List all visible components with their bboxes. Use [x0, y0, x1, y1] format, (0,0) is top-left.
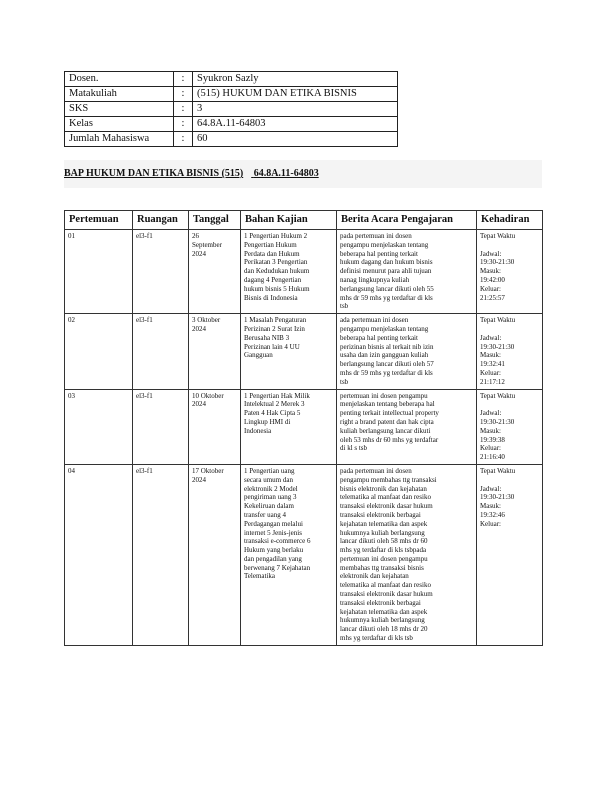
pertemuan-cell: 02: [65, 314, 133, 389]
info-separator: :: [174, 102, 193, 117]
bahan-kajian-cell-line: Paten 4 Hak Cipta 5: [244, 409, 301, 418]
berita-acara-cell-line: mhs yg terdaftar di kls tsb: [340, 634, 413, 643]
berita-acara-cell-line: beberapa hal penting terkait: [340, 249, 418, 258]
berita-acara-cell-line: pada pertemuan ini dosen: [340, 232, 412, 240]
berita-acara-cell-line: kejahatan telematika dan aspek: [340, 519, 428, 528]
table-row: [65, 389, 543, 464]
kehadiran-cell: [477, 230, 543, 314]
berita-acara-cell-line: berlangsung lancar dikuti oleh 55: [340, 284, 434, 293]
kehadiran-masuk: 19:42:00: [480, 275, 505, 284]
bahan-kajian-cell: [241, 389, 337, 464]
bahan-kajian-cell-line: transaksi e-commerce 6: [244, 537, 311, 546]
berita-acara-cell-line: transaksi elektronik dasar hukum: [340, 502, 433, 511]
berita-acara-cell-line: telematika al manfaat dan resiko: [340, 581, 431, 590]
berita-acara-cell-line: definisi menurut para ahli tujuan: [340, 267, 432, 276]
info-separator: :: [174, 87, 193, 102]
header-berita-acara: Berita Acara Pengajaran: [337, 211, 477, 230]
berita-acara-cell-line: hukum dagang dan hukum bisnis: [340, 258, 433, 267]
kehadiran-keluar-label: Keluar:: [480, 368, 501, 377]
ruangan-cell: el3-f1: [133, 464, 189, 645]
info-label: Jumlah Mahasiswa: [65, 132, 174, 147]
kehadiran-jadwal: 19:30-21:30: [480, 342, 515, 351]
berita-acara-cell-line: pengampu membahas ttg transaksi: [340, 475, 437, 484]
header-pertemuan: Pertemuan: [65, 211, 133, 230]
berita-acara-cell-line: lancar dikuti oleh 58 mhs dr 60: [340, 537, 428, 546]
table-row: [65, 230, 543, 314]
tanggal-cell: [189, 230, 241, 314]
berita-acara-cell-line: pada pertemuan ini dosen: [340, 466, 412, 475]
kehadiran-keluar-label: Keluar:: [480, 519, 501, 528]
berita-acara-cell-line: kuliah berlangsung lancar dikuti: [340, 426, 431, 435]
berita-acara-cell-line: pengampu menjelaskan tentang: [340, 240, 429, 249]
bahan-kajian-cell-line: Kekeliruan dalam: [244, 502, 294, 511]
berita-acara-cell-line: transaksi elektronik dasar hukum: [340, 590, 433, 599]
info-label: Dosen.: [65, 72, 174, 87]
berita-acara-cell-line: transaksi elektronik berbagai: [340, 598, 421, 607]
kehadiran-cell: [477, 464, 543, 645]
bahan-kajian-cell-line: transfer uang 4: [244, 510, 286, 519]
kehadiran-masuk-label: Masuk:: [480, 502, 501, 511]
bahan-kajian-cell-line: Gangguan: [244, 351, 273, 360]
tanggal-cell: [189, 464, 241, 645]
kehadiran-jadwal-label: Jadwal:: [480, 249, 502, 258]
kehadiran-masuk-label: Masuk:: [480, 267, 501, 276]
tanggal-cell-line: 2024: [192, 249, 206, 258]
kehadiran-masuk-label: Masuk:: [480, 351, 501, 360]
info-row: [65, 87, 398, 102]
info-separator: :: [174, 132, 193, 147]
berita-acara-cell: [337, 464, 477, 645]
info-row: [65, 117, 398, 132]
berita-acara-cell-line: tsb: [340, 377, 349, 386]
bahan-kajian-cell-line: Hukum yang berlaku: [244, 546, 304, 555]
berita-acara-cell-line: mhs dr 59 mhs yg terdaftar di kls: [340, 293, 433, 302]
kehadiran-keluar-label: Keluar:: [480, 284, 501, 293]
kehadiran-cell: [477, 389, 543, 464]
bahan-kajian-cell-line: Pengertian Hukum: [244, 240, 297, 249]
bahan-kajian-cell-line: Perizinan 2 Surat Izin: [244, 324, 305, 333]
document-title-class: 64.8A.11-64803: [253, 168, 319, 179]
kehadiran-status: Tepat Waktu: [480, 316, 516, 325]
berita-acara-cell-line: pertemuan ini dosen pengampu: [340, 554, 428, 563]
bahan-kajian-cell-line: Indonesia: [244, 426, 272, 435]
info-value: (515) HUKUM DAN ETIKA BISNIS: [193, 87, 398, 102]
kehadiran-keluar-label: Keluar:: [480, 444, 501, 453]
kehadiran-keluar: 21:16:40: [480, 453, 505, 462]
bahan-kajian-cell-line: internet 5 Jenis-jenis: [244, 528, 302, 537]
info-separator: :: [174, 72, 193, 87]
berita-acara-cell-line: hukumnya kuliah berlangsung: [340, 616, 425, 625]
info-label: Kelas: [65, 117, 174, 132]
bahan-kajian-cell-line: Perizinan lain 4 UU: [244, 342, 300, 351]
kehadiran-jadwal-label: Jadwal:: [480, 333, 502, 342]
tanggal-cell-line: 10 Oktober: [192, 391, 224, 400]
ruangan-cell: el3-f1: [133, 389, 189, 464]
kehadiran-masuk-label: Masuk:: [480, 426, 501, 435]
bahan-kajian-cell-line: Berusaha NIB 3: [244, 333, 290, 342]
bahan-kajian-cell-line: Bisnis di Indonesia: [244, 293, 298, 302]
berita-acara-cell-line: beberapa hal penting terkait: [340, 333, 418, 342]
bap-header-row: [65, 211, 543, 230]
berita-acara-cell-line: right a brand patent dan hak cipta: [340, 417, 434, 426]
bahan-kajian-cell-line: pengiriman uang 3: [244, 493, 297, 502]
berita-acara-cell-line: lancar dikuti oleh 18 mhs dr 20: [340, 625, 428, 634]
header-kehadiran: Kehadiran: [477, 211, 543, 230]
table-row: [65, 464, 543, 645]
bahan-kajian-cell-line: 1 Pengertian uang: [244, 466, 295, 475]
berita-acara-cell-line: hukumnya kuliah berlangsung: [340, 528, 425, 537]
bahan-kajian-cell-line: Perdagangan melalui: [244, 519, 303, 528]
kehadiran-jadwal: 19:30-21:30: [480, 417, 515, 426]
kehadiran-keluar: 21:17:12: [480, 377, 505, 386]
bahan-kajian-cell-line: dagang 4 Pengertian: [244, 275, 302, 284]
header-ruangan: Ruangan: [133, 211, 189, 230]
info-value: 60: [193, 132, 398, 147]
bahan-kajian-cell-line: berwenang 7 Kejahatan: [244, 563, 311, 572]
kehadiran-masuk: 19:32:41: [480, 360, 505, 369]
kehadiran-status: Tepat Waktu: [480, 466, 516, 475]
bahan-kajian-cell-line: elektronik 2 Model: [244, 484, 298, 493]
bahan-kajian-cell-line: Perdata dan Hukum: [244, 249, 300, 258]
kehadiran-cell: [477, 314, 543, 389]
info-value: 64.8A.11-64803: [193, 117, 398, 132]
tanggal-cell-line: 26: [192, 232, 199, 240]
kehadiran-status: Tepat Waktu: [480, 232, 516, 240]
tanggal-cell-line: 2024: [192, 324, 206, 333]
berita-acara-cell-line: usaha dan izin gangguan kuliah: [340, 351, 429, 360]
info-separator: :: [174, 117, 193, 132]
header-tanggal: Tanggal: [189, 211, 241, 230]
tanggal-cell-line: 2024: [192, 400, 206, 409]
bahan-kajian-cell: [241, 314, 337, 389]
berita-acara-cell-line: membahas ttg transaksi bisnis: [340, 563, 424, 572]
info-label: SKS: [65, 102, 174, 117]
tanggal-cell: [189, 389, 241, 464]
berita-acara-cell-line: di kl s tsb: [340, 444, 368, 453]
kehadiran-jadwal: 19:30-21:30: [480, 493, 515, 502]
pertemuan-cell: 01: [65, 230, 133, 314]
tanggal-cell-line: 17 Oktober: [192, 466, 224, 475]
bahan-kajian-cell-line: 1 Pengertian Hak Milik: [244, 391, 310, 400]
kehadiran-jadwal: 19:30-21:30: [480, 258, 515, 267]
info-label: Matakuliah: [65, 87, 174, 102]
berita-acara-cell-line: tsb: [340, 302, 349, 311]
berita-acara-cell-line: mhs dr 59 mhs yg terdaftar di kls: [340, 368, 433, 377]
bahan-kajian-cell-line: secara umum dan: [244, 475, 293, 484]
berita-acara-cell-line: perizinan bisnis al terkait nib izin: [340, 342, 434, 351]
bap-table: [64, 210, 543, 646]
berita-acara-cell-line: pertemuan ini dosen pengampu: [340, 391, 428, 400]
ruangan-cell: el3-f1: [133, 314, 189, 389]
berita-acara-cell-line: berlangsung lancar dikuti oleh 57: [340, 360, 434, 369]
table-row: [65, 314, 543, 389]
bahan-kajian-cell-line: Perikatan 3 Pengertian: [244, 258, 308, 267]
tanggal-cell-line: September: [192, 240, 222, 249]
bahan-kajian-cell-line: dan pengadilan yang: [244, 554, 302, 563]
bahan-kajian-cell-line: Telematika: [244, 572, 275, 581]
document-title: [64, 168, 327, 179]
pertemuan-cell: 03: [65, 389, 133, 464]
info-row: [65, 102, 398, 117]
berita-acara-cell-line: mhs yg terdaftar di kls tsbpada: [340, 546, 427, 555]
berita-acara-cell: [337, 230, 477, 314]
kehadiran-masuk: 19:39:38: [480, 435, 505, 444]
bahan-kajian-cell-line: Lingkup HMI di: [244, 417, 291, 426]
bahan-kajian-cell-line: dan Kedudukan hukum: [244, 267, 310, 276]
kehadiran-jadwal-label: Jadwal:: [480, 409, 502, 418]
bahan-kajian-cell-line: Intelektual 2 Merek 3: [244, 400, 305, 409]
bahan-kajian-cell-line: 1 Masalah Pengaturan: [244, 316, 307, 325]
berita-acara-cell-line: nanag lingkupnya kuliah: [340, 275, 410, 284]
berita-acara-cell-line: bisnis elektronik dan kejahatan: [340, 484, 427, 493]
course-info-table: [64, 71, 398, 147]
berita-acara-cell-line: elektronik dan kejahatan: [340, 572, 409, 581]
tanggal-cell-line: 3 Oktober: [192, 316, 221, 325]
bahan-kajian-cell: [241, 230, 337, 314]
berita-acara-cell-line: ada pertemuan ini dosen: [340, 316, 409, 325]
kehadiran-jadwal-label: Jadwal:: [480, 484, 502, 493]
berita-acara-cell-line: transaksi elektronik berbagai: [340, 510, 421, 519]
berita-acara-cell-line: penting terkait intellectual property: [340, 409, 439, 418]
ruangan-cell: el3-f1: [133, 230, 189, 314]
berita-acara-cell: [337, 314, 477, 389]
document-title-main: BAP HUKUM DAN ETIKA BISNIS (515): [64, 168, 244, 179]
berita-acara-cell-line: telematika al manfaat dan resiko: [340, 493, 431, 502]
info-row: [65, 132, 398, 147]
berita-acara-cell-line: menjelaskan tentang beberapa hal: [340, 400, 435, 409]
info-value: 3: [193, 102, 398, 117]
header-bahan-kajian: Bahan Kajian: [241, 211, 337, 230]
berita-acara-cell-line: kejahatan telematika dan aspek: [340, 607, 428, 616]
kehadiran-masuk: 19:32:46: [480, 510, 505, 519]
bahan-kajian-cell-line: hukum bisnis 5 Hukum: [244, 284, 310, 293]
bahan-kajian-cell: [241, 464, 337, 645]
tanggal-cell: [189, 314, 241, 389]
berita-acara-cell: [337, 389, 477, 464]
berita-acara-cell-line: pengampu menjelaskan tentang: [340, 324, 429, 333]
pertemuan-cell: 04: [65, 464, 133, 645]
bahan-kajian-cell-line: 1 Pengertian Hukum 2: [244, 232, 308, 240]
berita-acara-cell-line: oleh 53 mhs dr 60 mhs yg terdaftar: [340, 435, 439, 444]
info-row: [65, 72, 398, 87]
info-value: Syukron Sazly: [193, 72, 398, 87]
kehadiran-keluar: 21:25:57: [480, 293, 505, 302]
tanggal-cell-line: 2024: [192, 475, 206, 484]
kehadiran-status: Tepat Waktu: [480, 391, 516, 400]
